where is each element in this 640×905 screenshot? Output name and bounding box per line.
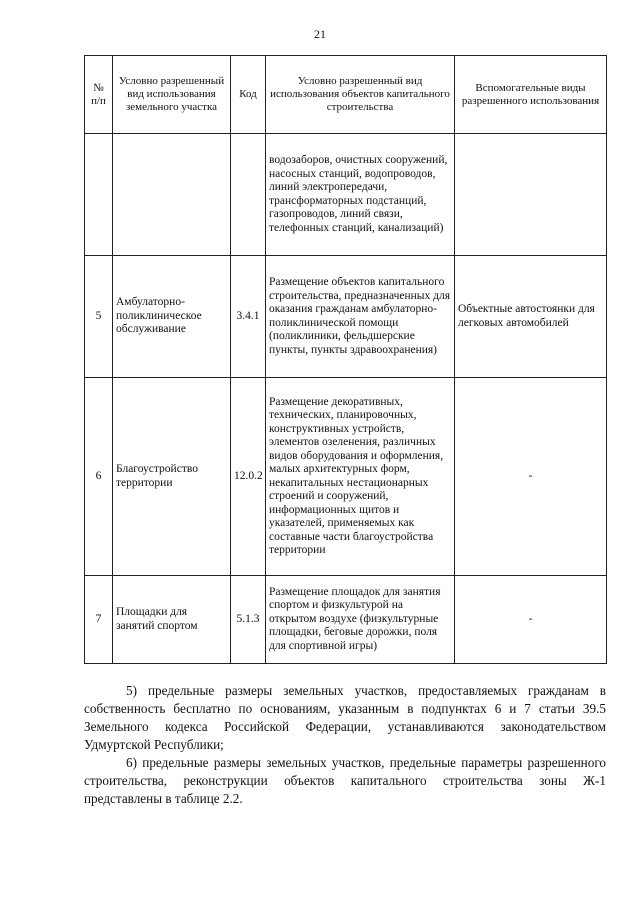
header-auxiliary-use: Вспомогательные виды разрешенного использования [455,56,607,134]
row-code: 12.0.2 [231,378,266,576]
row-auxiliary [455,134,607,256]
row-num: 5 [85,256,113,378]
table-row-continuation [85,134,607,256]
row-name [113,134,231,256]
row-auxiliary: - [455,576,607,664]
row-auxiliary: - [455,378,607,576]
page-number: 21 [314,27,326,41]
row-num: 6 [85,378,113,576]
row-code: 5.1.3 [231,576,266,664]
row-description: водозаборов, очистных сооружений, насосных станций, водопроводов, линий электропередачи, трансформаторных подстанций, газопроводов, линий связи, телефонных станций, канализаций) [266,134,455,256]
permitted-use-table [84,55,607,664]
row-auxiliary: Объектные автостоянки для легковых автомобилей [455,256,607,378]
row-code: 3.4.1 [231,256,266,378]
table-row [85,256,607,378]
header-code: Код [231,56,266,134]
row-num: 7 [85,576,113,664]
body-text [84,682,606,808]
header-num: № п/п [85,56,113,134]
header-construction-use: Условно разрешенный вид использования объектов капитального строительства [266,56,455,134]
row-description: Размещение объектов капитального строительства, предназначенных для оказания гражданам амбулаторно-поликлинической помощи (поликлиники, фельдшерские пункты, пункты здравоохранения) [266,256,455,378]
paragraph-item-5: 5) предельные размеры земельных участков, предоставляемых гражданам в собственность бесплатно по основаниям, указанным в подпунктах 6 и 7 статьи 39.5 Земельного кодекса Российской Федерации, устанавливаются законодательством Удмуртской Республики; [84,683,606,752]
table-row [85,378,607,576]
paragraph-item-6: 6) предельные размеры земельных участков, предельные параметры разрешенного строительства, реконструкции объектов капитального строительства зоны Ж-1 представлены в таблице 2.2. [84,755,606,806]
row-name: Амбулаторно-поликлиническое обслуживание [113,256,231,378]
header-land-use: Условно разрешенный вид использования земельного участка [113,56,231,134]
row-num [85,134,113,256]
row-name: Площадки для занятий спортом [113,576,231,664]
row-code [231,134,266,256]
row-description: Размещение площадок для занятия спортом и физкультурой на открытом воздухе (физкультурные площадки, беговые дорожки, поля для спортивной игры) [266,576,455,664]
table-row [85,576,607,664]
row-description: Размещение декоративных, технических, планировочных, конструктивных устройств, элементов озеленения, различных видов оборудования и оформления, малых архитектурных форм, некапитальных нестационарных строений и сооружений, информационных щитов и указателей, применяемых как составные части благоустройства территории [266,378,455,576]
row-name: Благоустройство территории [113,378,231,576]
table-header-row [85,56,607,134]
